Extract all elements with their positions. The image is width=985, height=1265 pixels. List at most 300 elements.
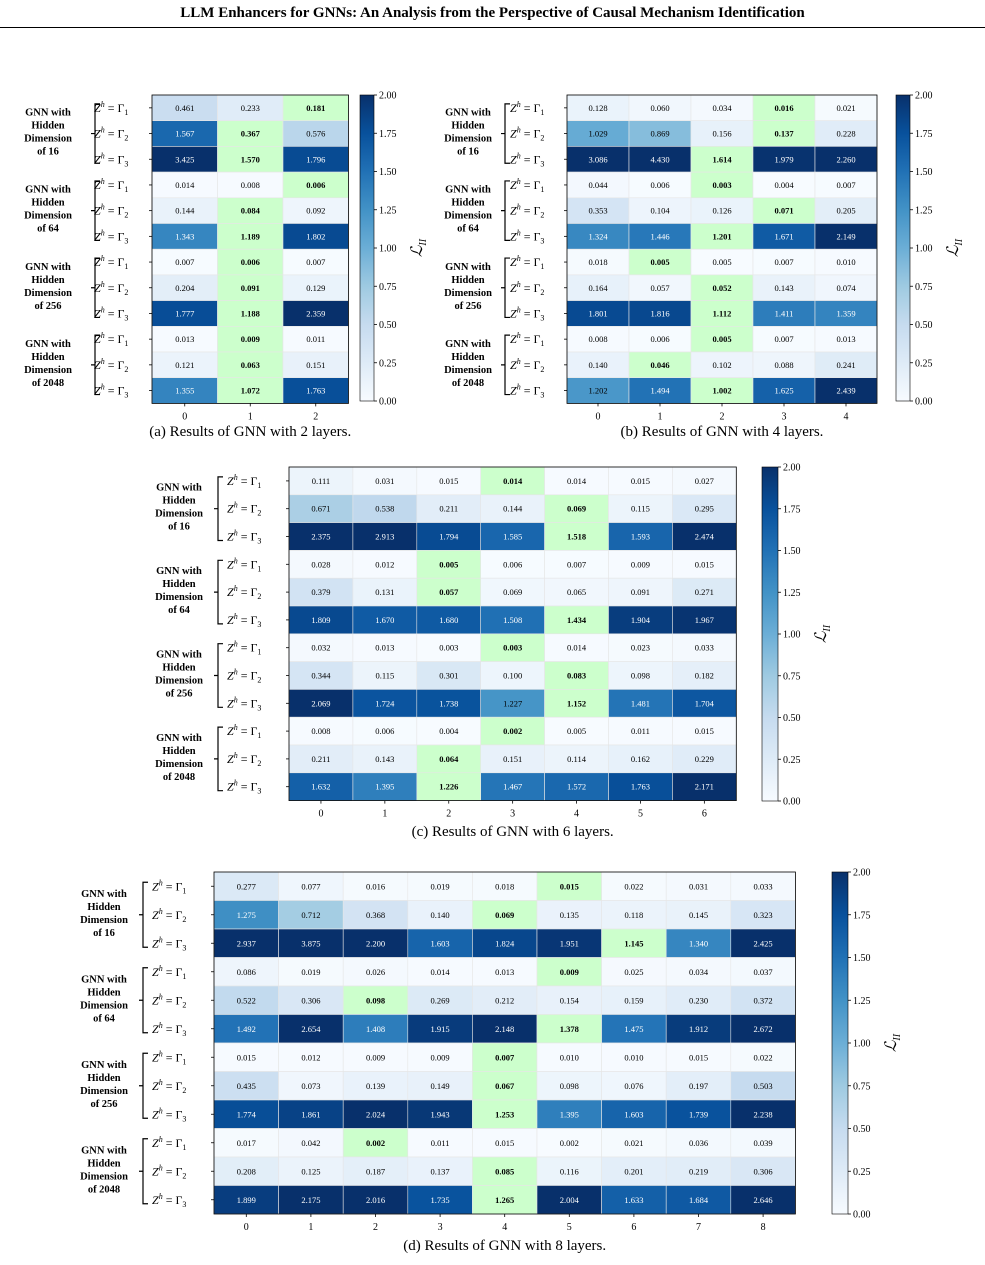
cell-value: 0.007 — [836, 179, 856, 190]
cell-value: 1.861 — [301, 1109, 321, 1120]
cell-value: 0.007 — [175, 257, 195, 268]
cell-value: 0.009 — [559, 966, 579, 977]
cell-value: 0.129 — [306, 282, 326, 293]
colorbar-tick-label: 0.50 — [379, 320, 397, 331]
cell-value: 0.074 — [836, 282, 856, 293]
colorbar-label: ℒ$_{II}$ — [409, 238, 429, 258]
cell-value: 0.135 — [559, 909, 579, 920]
group-label-line: GNN with — [81, 974, 127, 986]
cell-value: 2.016 — [365, 1194, 386, 1205]
cell-value: 0.063 — [240, 359, 260, 370]
cell-value: 0.005 — [566, 726, 587, 737]
cell-value: 2.913 — [375, 531, 395, 542]
cell-value: 1.275 — [236, 909, 256, 920]
group-label-line: of 64 — [168, 605, 190, 617]
row-label: $Z^h = \Gamma_2$ — [510, 279, 545, 297]
cell-value: 0.295 — [694, 503, 714, 514]
colorbar-label: ℒ$_{II}$ — [813, 624, 833, 644]
x-tick-label: 3 — [437, 1222, 443, 1233]
cell-value: 1.777 — [175, 308, 195, 319]
cell-value: 1.915 — [430, 1023, 450, 1034]
group-brace — [501, 258, 510, 317]
cell-value: 0.003 — [439, 642, 459, 653]
cell-value: 1.585 — [503, 531, 523, 542]
row-label: $Z^h = \Gamma_1$ — [510, 176, 545, 194]
x-tick-label: 4 — [502, 1222, 508, 1233]
colorbar-tick-label: 1.50 — [915, 167, 933, 178]
cell-value: 0.033 — [753, 881, 773, 892]
cell-value: 0.007 — [306, 257, 326, 268]
cell-value: 0.006 — [306, 179, 326, 190]
cell-value: 0.187 — [365, 1166, 386, 1177]
group-label-line: Dimension — [444, 364, 492, 376]
cell-value: 0.014 — [430, 966, 450, 977]
colorbar-tick-label: 1.75 — [379, 128, 397, 140]
cell-value: 0.368 — [365, 909, 386, 920]
x-tick-label: 1 — [382, 808, 388, 820]
cell-value: 0.712 — [301, 909, 321, 920]
cell-value: 0.116 — [559, 1166, 579, 1177]
cell-value: 1.763 — [306, 385, 326, 396]
group-label-line: GNN with — [156, 649, 202, 661]
cell-value: 0.012 — [375, 559, 395, 570]
cell-value: 0.004 — [439, 726, 459, 737]
x-tick-label: 0 — [182, 411, 188, 423]
x-tick-label: 2 — [313, 411, 319, 423]
colorbar — [832, 872, 848, 1214]
cell-value: 1.614 — [712, 154, 732, 165]
x-tick-label: 2 — [373, 1222, 378, 1233]
cell-value: 2.004 — [559, 1194, 579, 1205]
group-label-line: of 64 — [93, 1013, 115, 1025]
colorbar-tick-label: 1.75 — [915, 128, 933, 140]
panel-caption: (a) Results of GNN with 2 layers. — [149, 424, 352, 440]
cell-value: 0.522 — [236, 995, 256, 1006]
group-label-line: Dimension — [155, 675, 203, 687]
x-tick-label: 7 — [696, 1222, 701, 1233]
cell-value: 0.233 — [240, 102, 260, 113]
group-label-line: Dimension — [24, 133, 72, 145]
group-label-line: Dimension — [444, 133, 492, 145]
cell-value: 0.131 — [375, 587, 395, 598]
cell-value: 0.042 — [301, 1137, 321, 1148]
cell-value: 2.200 — [365, 938, 386, 949]
group-label-line: GNN with — [81, 1059, 127, 1071]
group-label — [155, 483, 203, 533]
cell-value: 0.007 — [566, 559, 587, 570]
cell-value: 0.092 — [306, 205, 326, 216]
group-label — [80, 1145, 128, 1195]
row-label: $Z^h = \Gamma_2$ — [94, 279, 129, 297]
cell-value: 1.408 — [365, 1023, 386, 1034]
cell-value: 0.145 — [688, 909, 709, 920]
cell-value: 2.672 — [753, 1023, 773, 1034]
cell-value: 0.014 — [175, 179, 195, 190]
cell-value: 0.204 — [175, 282, 195, 293]
colorbar-tick-label: 1.00 — [379, 243, 397, 255]
cell-value: 2.260 — [836, 154, 856, 165]
cell-value: 0.461 — [175, 102, 195, 113]
x-tick-label: 6 — [701, 808, 707, 820]
cell-value: 1.145 — [624, 938, 644, 949]
cell-value: 0.027 — [694, 475, 714, 486]
cell-value: 0.013 — [375, 642, 395, 653]
x-tick-label: 4 — [843, 411, 849, 423]
cell-value: 1.802 — [306, 231, 326, 242]
row-label: $Z^h = \Gamma_1$ — [227, 472, 262, 490]
cell-value: 0.014 — [503, 475, 523, 486]
row-label: $Z^h = \Gamma_2$ — [152, 992, 187, 1010]
cell-value: 0.037 — [753, 966, 773, 977]
cell-value: 0.057 — [439, 587, 459, 598]
page-header: LLM Enhancers for GNNs: An Analysis from the Perspective of Causal Mechanism Identification — [0, 0, 985, 28]
cell-value: 2.439 — [836, 385, 856, 396]
cell-value: 1.029 — [588, 128, 608, 139]
cell-value: 0.034 — [688, 966, 709, 977]
cell-value: 0.151 — [306, 359, 326, 370]
x-tick-label: 8 — [760, 1222, 766, 1233]
group-label — [24, 108, 72, 158]
cell-value: 0.102 — [712, 359, 732, 370]
group-label-line: Hidden — [87, 901, 121, 913]
colorbar-tick-label: 0.75 — [853, 1081, 871, 1093]
row-label: $Z^h = \Gamma_1$ — [227, 639, 262, 657]
cell-value: 1.633 — [624, 1194, 644, 1205]
group-label-line: GNN with — [81, 888, 127, 900]
row-label: $Z^h = \Gamma_2$ — [152, 906, 187, 924]
group-label-line: Hidden — [451, 197, 485, 209]
group-label-line: of 16 — [168, 521, 190, 533]
cell-value: 1.226 — [439, 781, 459, 792]
cell-value: 0.017 — [236, 1137, 256, 1148]
colorbar-tick-label: 1.50 — [853, 953, 871, 964]
group-label-line: Dimension — [155, 758, 203, 770]
cell-value: 0.003 — [503, 642, 523, 653]
cell-value: 0.006 — [650, 334, 670, 345]
x-tick-label: 2 — [719, 411, 725, 423]
colorbar-tick-label: 1.25 — [783, 587, 801, 599]
cell-value: 0.211 — [311, 753, 331, 764]
cell-value: 0.115 — [375, 670, 395, 681]
group-label-line: Dimension — [80, 1085, 128, 1097]
x-tick-label: 1 — [247, 411, 253, 423]
group-brace — [139, 1139, 148, 1204]
cell-value: 0.126 — [712, 205, 732, 216]
cell-value: 0.015 — [559, 881, 579, 892]
colorbar-tick-label: 2.00 — [915, 90, 933, 102]
colorbar — [360, 95, 374, 401]
cell-value: 2.069 — [311, 698, 331, 709]
group-label-line: Dimension — [444, 210, 492, 222]
cell-value: 1.593 — [630, 531, 651, 542]
cell-value: 1.671 — [774, 231, 794, 242]
cell-value: 1.002 — [712, 385, 732, 396]
cell-value: 4.430 — [650, 154, 670, 165]
cell-value: 0.100 — [503, 670, 523, 681]
cell-value: 0.104 — [650, 205, 670, 216]
cell-value: 0.013 — [495, 966, 515, 977]
cell-value: 2.238 — [753, 1109, 773, 1120]
cell-value: 1.359 — [836, 308, 856, 319]
cell-value: 2.474 — [694, 531, 714, 542]
cell-value: 0.007 — [774, 334, 794, 345]
cell-value: 0.128 — [588, 102, 608, 113]
row-label: $Z^h = \Gamma_2$ — [152, 1163, 187, 1181]
row-label: $Z^h = \Gamma_3$ — [94, 228, 129, 246]
cell-value: 0.228 — [836, 128, 856, 139]
cell-value: 0.009 — [240, 334, 260, 345]
cell-value: 2.171 — [694, 781, 714, 792]
cell-value: 0.181 — [306, 102, 326, 113]
cell-value: 0.009 — [430, 1052, 450, 1063]
cell-value: 0.869 — [650, 128, 670, 139]
group-label — [444, 262, 492, 312]
colorbar — [896, 95, 910, 401]
cell-value: 0.115 — [631, 503, 650, 514]
cell-value: 1.378 — [559, 1023, 579, 1034]
cell-value: 0.143 — [774, 282, 794, 293]
group-label-line: Hidden — [162, 662, 196, 674]
cell-value: 0.015 — [630, 475, 651, 486]
cell-value: 0.211 — [439, 503, 459, 514]
cell-value: 0.367 — [240, 128, 260, 139]
cell-value: 0.021 — [836, 102, 856, 113]
group-brace — [139, 968, 148, 1033]
cell-value: 1.072 — [240, 385, 260, 396]
cell-value: 0.007 — [774, 257, 794, 268]
group-label — [80, 974, 128, 1024]
row-label: $Z^h = \Gamma_3$ — [152, 1191, 187, 1209]
group-label — [444, 185, 492, 235]
row-label: $Z^h = \Gamma_2$ — [227, 584, 262, 602]
cell-value: 0.019 — [430, 881, 450, 892]
row-label: $Z^h = \Gamma_1$ — [510, 254, 545, 272]
group-label-line: of 256 — [165, 688, 193, 700]
cell-value: 0.086 — [236, 966, 256, 977]
cell-value: 0.125 — [301, 1166, 321, 1177]
group-label-line: Hidden — [31, 351, 65, 363]
colorbar-tick-label: 1.75 — [853, 910, 871, 922]
cell-value: 2.359 — [306, 308, 326, 319]
colorbar-tick-label: 1.50 — [379, 167, 397, 178]
cell-value: 0.005 — [712, 334, 732, 345]
cell-value: 0.026 — [365, 966, 386, 977]
cell-value: 0.212 — [495, 995, 515, 1006]
cell-value: 1.794 — [439, 531, 459, 542]
group-label-line: Hidden — [162, 495, 196, 507]
group-label-line: GNN with — [25, 261, 71, 273]
group-label-line: of 64 — [457, 223, 479, 235]
cell-value: 1.395 — [375, 781, 395, 792]
cell-value: 1.434 — [566, 614, 587, 625]
colorbar-tick-label: 0.00 — [915, 396, 933, 408]
colorbar-tick-label: 1.75 — [783, 504, 801, 516]
cell-value: 0.435 — [236, 1080, 256, 1091]
cell-value: 0.065 — [566, 587, 587, 598]
x-tick-label: 3 — [510, 808, 516, 820]
cell-value: 0.006 — [503, 559, 523, 570]
colorbar-tick-label: 0.00 — [783, 796, 801, 808]
cell-value: 0.230 — [688, 995, 709, 1006]
cell-value: 0.306 — [753, 1166, 773, 1177]
cell-value: 1.572 — [566, 781, 587, 792]
cell-value: 1.152 — [566, 698, 587, 709]
colorbar-tick-label: 0.50 — [783, 713, 801, 724]
cell-value: 0.205 — [836, 205, 856, 216]
cell-value: 0.301 — [439, 670, 459, 681]
group-label-line: of 256 — [90, 1098, 118, 1110]
cell-value: 2.149 — [836, 231, 856, 242]
x-tick-label: 0 — [318, 808, 324, 820]
group-label-line: of 256 — [454, 300, 482, 312]
row-label: $Z^h = \Gamma_2$ — [227, 750, 262, 768]
row-label: $Z^h = \Gamma_2$ — [94, 125, 129, 143]
row-label: $Z^h = \Gamma_1$ — [227, 556, 262, 574]
cell-value: 1.943 — [430, 1109, 450, 1120]
colorbar-tick-label: 0.25 — [853, 1166, 871, 1178]
group-label — [24, 185, 72, 235]
cell-value: 0.031 — [375, 475, 395, 486]
cell-value: 1.979 — [774, 154, 794, 165]
cell-value: 1.625 — [774, 385, 794, 396]
cell-value: 2.148 — [495, 1023, 515, 1034]
cell-value: 0.098 — [365, 995, 386, 1006]
group-label-line: GNN with — [81, 1145, 127, 1157]
colorbar-tick-label: 1.00 — [853, 1038, 871, 1050]
cell-value: 1.343 — [175, 231, 195, 242]
cell-value: 1.684 — [688, 1194, 709, 1205]
cell-value: 0.008 — [588, 334, 608, 345]
group-label-line: of 2048 — [451, 377, 485, 389]
colorbar-tick-label: 1.00 — [915, 243, 933, 255]
cell-value: 2.375 — [311, 531, 331, 542]
cell-value: 3.875 — [301, 938, 321, 949]
cell-value: 1.395 — [559, 1109, 579, 1120]
panel-caption: (b) Results of GNN with 4 layers. — [620, 424, 824, 440]
group-label-line: of 2048 — [87, 1184, 121, 1196]
cell-value: 0.219 — [688, 1166, 709, 1177]
group-brace — [214, 727, 223, 791]
colorbar — [762, 467, 778, 801]
cell-value: 0.022 — [753, 1052, 773, 1063]
cell-value: 1.796 — [306, 154, 326, 165]
panel-caption: (c) Results of GNN with 6 layers. — [411, 824, 614, 840]
cell-value: 0.006 — [240, 257, 260, 268]
cell-value: 1.967 — [694, 614, 714, 625]
cell-value: 0.140 — [430, 909, 450, 920]
group-label-line: GNN with — [156, 566, 202, 578]
group-label-line: of 256 — [34, 300, 62, 312]
cell-value: 0.014 — [566, 475, 587, 486]
cell-value: 0.085 — [495, 1166, 515, 1177]
cell-value: 0.002 — [559, 1137, 579, 1148]
cell-value: 2.425 — [753, 938, 773, 949]
cell-value: 0.144 — [503, 503, 523, 514]
cell-value: 0.121 — [175, 359, 195, 370]
cell-value: 0.344 — [311, 670, 331, 681]
group-label-line: Hidden — [451, 274, 485, 286]
cell-value: 1.724 — [375, 698, 395, 709]
cell-value: 0.277 — [236, 881, 256, 892]
row-label: $Z^h = \Gamma_1$ — [152, 1049, 187, 1067]
group-label-line: Hidden — [451, 120, 485, 132]
cell-value: 0.164 — [588, 282, 608, 293]
cell-value: 0.015 — [694, 726, 714, 737]
group-label — [80, 889, 128, 939]
cell-value: 0.159 — [624, 995, 644, 1006]
cell-value: 0.149 — [430, 1080, 450, 1091]
cell-value: 0.064 — [439, 753, 459, 764]
cell-value: 2.646 — [753, 1194, 773, 1205]
row-label: $Z^h = \Gamma_3$ — [227, 778, 262, 796]
cell-value: 0.021 — [624, 1137, 644, 1148]
group-label-line: of 2048 — [162, 771, 196, 783]
cell-value: 0.162 — [630, 753, 651, 764]
group-label-line: GNN with — [156, 732, 202, 744]
group-label-line: Dimension — [80, 1171, 128, 1183]
row-label: $Z^h = \Gamma_3$ — [152, 1020, 187, 1038]
cell-value: 0.353 — [588, 205, 608, 216]
cell-value: 0.031 — [688, 881, 709, 892]
cell-value: 0.197 — [688, 1080, 709, 1091]
group-label-line: Hidden — [87, 987, 121, 999]
cell-value: 2.175 — [301, 1194, 321, 1205]
cell-value: 0.137 — [430, 1166, 450, 1177]
cell-value: 0.073 — [301, 1080, 321, 1091]
cell-value: 0.139 — [365, 1080, 386, 1091]
group-label-line: Hidden — [31, 274, 65, 286]
cell-value: 0.012 — [301, 1052, 321, 1063]
heatmap-panel-b — [444, 91, 965, 441]
cell-value: 0.033 — [694, 642, 714, 653]
cell-value: 1.467 — [503, 781, 523, 792]
x-tick-label: 2 — [446, 808, 452, 820]
cell-value: 0.057 — [650, 282, 670, 293]
cell-value: 1.227 — [503, 698, 523, 709]
cell-value: 1.680 — [439, 614, 459, 625]
group-label — [155, 733, 203, 783]
colorbar-tick-label: 0.25 — [915, 358, 933, 370]
cell-value: 0.241 — [836, 359, 856, 370]
row-label: $Z^h = \Gamma_3$ — [152, 935, 187, 953]
cell-value: 1.816 — [650, 308, 670, 319]
group-label-line: Hidden — [31, 197, 65, 209]
group-label-line: Hidden — [162, 579, 196, 591]
cell-value: 0.069 — [495, 909, 515, 920]
cell-value: 0.010 — [559, 1052, 579, 1063]
cell-value: 0.071 — [774, 205, 794, 216]
cell-value: 0.011 — [631, 726, 650, 737]
cell-value: 0.151 — [503, 753, 523, 764]
group-label-line: GNN with — [25, 107, 71, 119]
cell-value: 0.137 — [774, 128, 794, 139]
group-label-line: Dimension — [24, 210, 72, 222]
cell-value: 1.763 — [630, 781, 651, 792]
cell-value: 0.018 — [588, 257, 608, 268]
cell-value: 0.008 — [240, 179, 260, 190]
row-label: $Z^h = \Gamma_1$ — [152, 1134, 187, 1152]
group-label-line: Hidden — [162, 745, 196, 757]
row-label: $Z^h = \Gamma_1$ — [94, 99, 129, 117]
cell-value: 0.006 — [650, 179, 670, 190]
cell-value: 1.738 — [439, 698, 459, 709]
cell-value: 0.091 — [240, 282, 260, 293]
group-label — [155, 650, 203, 700]
cell-value: 0.010 — [624, 1052, 644, 1063]
cell-value: 0.069 — [566, 503, 587, 514]
cell-value: 0.016 — [365, 881, 386, 892]
cell-value: 1.904 — [630, 614, 651, 625]
